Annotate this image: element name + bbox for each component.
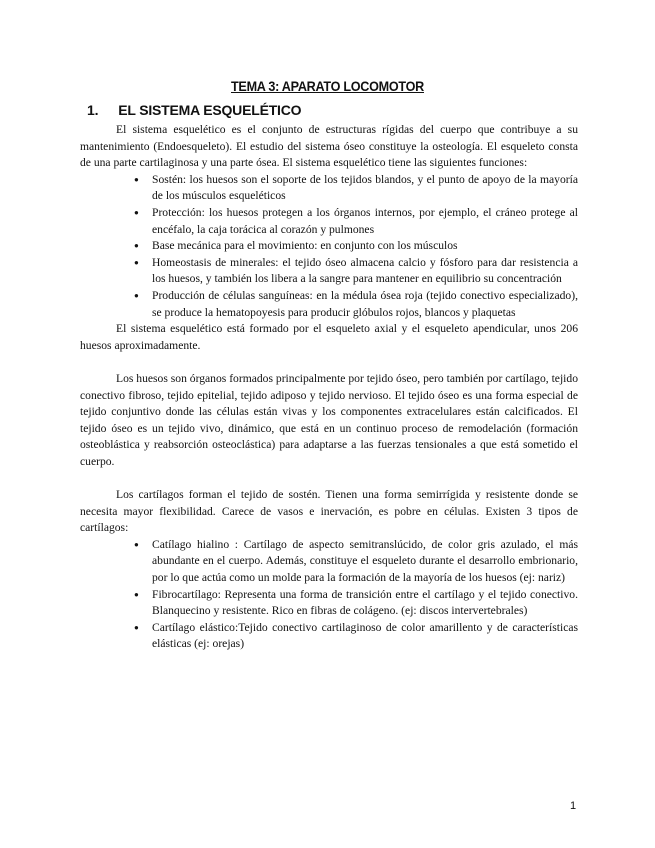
section-number: 1.: [87, 102, 99, 118]
intro-paragraph: El sistema esquelético es el conjunto de estructuras rígidas del cuerpo que contribuye a su mantenimiento (Endoesqueleto). El estudio del sistema óseo constituye la osteología. El esqueleto consta de una parte cartilaginosa y una parte ósea. El sistema esquelético tiene las siguientes funciones:: [80, 123, 578, 170]
cartilage-paragraph: Los cartílagos forman el tejido de sostén. Tienen una forma semirrígida y resistente donde se necesita mayor flexibilidad. Carece de vasos e inervación, es pobre en células. Existen 3 tipos de cartílagos:: [80, 488, 578, 535]
list-item: ● Homeostasis de minerales: el tejido óseo almacena calcio y fósforo para dar resistencia a los huesos, y también los libera a la sangre para mantener en equilibrio su concentración: [80, 255, 578, 288]
cartilage-types-list: [80, 537, 578, 653]
list-item: ● Fibrocartílago: Representa una forma de transición entre el cartílago y el tejido conectivo. Blanquecino y resistente. Rico en fibras de colágeno. (ej: discos intervertebrales): [80, 587, 578, 620]
section-title: EL SISTEMA ESQUELÉTICO: [118, 102, 302, 118]
skeleton-paragraph: El sistema esquelético está formado por el esqueleto axial y el esqueleto apendicular, unos 206 huesos aproximadamente.: [80, 322, 578, 352]
bones-paragraph: Los huesos son órganos formados principalmente por tejido óseo, pero también por cartílago, tejido conectivo fibroso, tejido epitelial, tejido adiposo y tejido nervioso. El tejido óseo es una forma especial de tejido conjuntivo donde las células están vivas y los componentes extracelulares están calcificados. El tejido óseo es un tejido vivo, dinámico, que está en un continuo proceso de remodelación (formación osteoblástica y reabsorción osteoclástica) para adaptarse a las fuerzas tensionales a que está sometido el cuerpo.: [80, 371, 578, 468]
functions-list: [80, 172, 578, 321]
document-body: [80, 122, 578, 653]
section-heading: [87, 102, 301, 118]
list-item: ● Cartílago elástico:Tejido conectivo cartilaginoso de color amarillento y de características elásticas (ej: orejas): [80, 620, 578, 653]
list-item: ● Base mecánica para el movimiento: en conjunto con los músculos: [80, 238, 578, 255]
list-item: ● Catílago hialino : Cartílago de aspecto semitranslúcido, de color gris azulado, el más abundante en el cuerpo. Además, constituye el esqueleto durante el desarrollo embrionario, por lo que actúa como un molde para la formación de la mayoría de los huesos (ej: nariz): [80, 537, 578, 587]
document-title: TEMA 3: APARATO LOCOMOTOR: [231, 78, 424, 94]
page-number: 1: [570, 800, 577, 812]
list-item: ● Sostén: los huesos son el soporte de los tejidos blandos, y el punto de apoyo de la mayoría de los músculos esqueléticos: [80, 172, 578, 205]
list-item: ● Protección: los huesos protegen a los órganos internos, por ejemplo, el cráneo protege al encéfalo, la caja torácica al corazón y pulmones: [80, 205, 578, 238]
list-item: ● Producción de células sanguíneas: en la médula ósea roja (tejido conectivo especializado), se produce la hematopoyesis para producir glóbulos rojos, blancos y plaquetas: [80, 288, 578, 321]
